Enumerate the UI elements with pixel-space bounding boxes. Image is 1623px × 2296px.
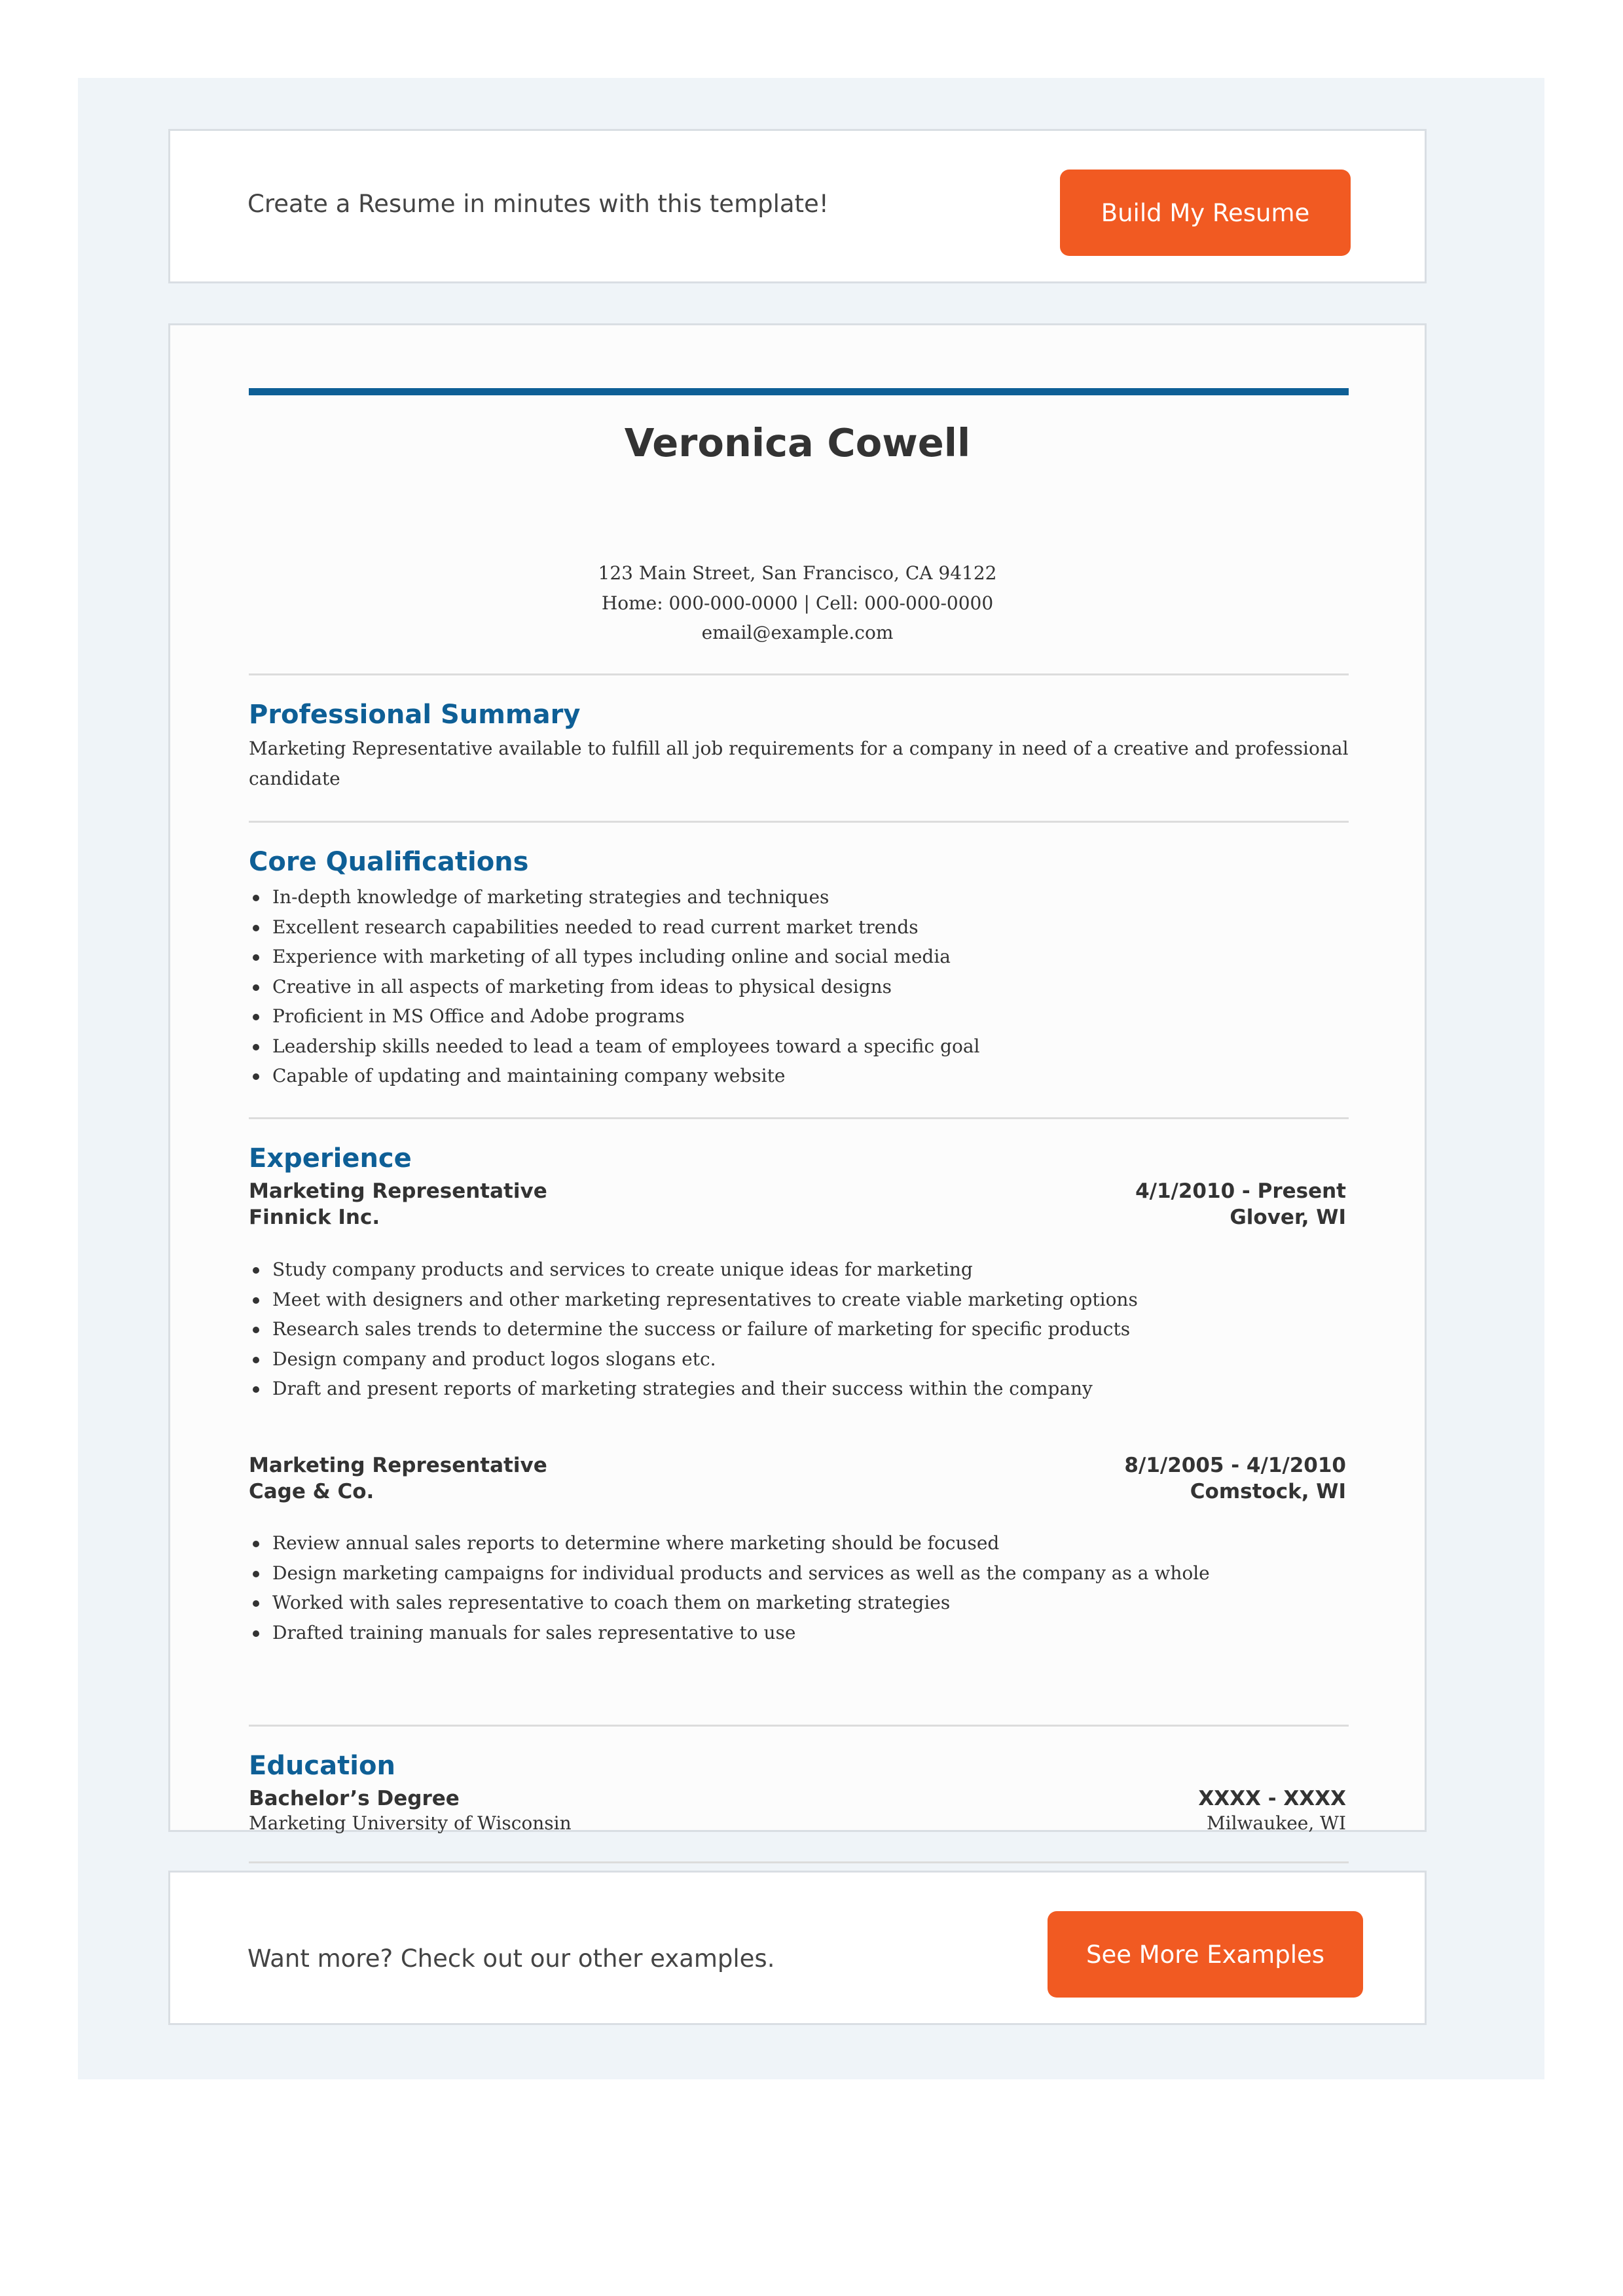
see-more-examples-button[interactable]: See More Examples xyxy=(1048,1911,1363,1998)
header-accent-bar xyxy=(249,388,1349,395)
list-item: Design company and product logos slogans etc. xyxy=(272,1344,1346,1374)
list-item: Leadership skills needed to lead a team of employees toward a specific goal xyxy=(272,1031,1346,1062)
banner-text: Create a Resume in minutes with this template! xyxy=(247,190,829,218)
job-duties-list xyxy=(249,1528,1346,1647)
job-company: Cage & Co. xyxy=(249,1480,374,1503)
page-background xyxy=(78,78,1544,2079)
job-title: Marketing Representative xyxy=(249,1454,547,1477)
address: 123 Main Street, San Francisco, CA 94122 xyxy=(598,562,997,584)
job-duties-list xyxy=(249,1255,1346,1404)
divider xyxy=(249,1861,1349,1863)
phone-numbers: Home: 000-000-0000 | Cell: 000-000-0000 xyxy=(601,592,994,614)
divider xyxy=(249,1725,1349,1727)
job-location: Glover, WI xyxy=(1230,1206,1346,1229)
top-banner xyxy=(168,129,1427,283)
job-company: Finnick Inc. xyxy=(249,1206,380,1229)
list-item: Research sales trends to determine the success or failure of marketing for specific products xyxy=(272,1314,1346,1344)
resume-document xyxy=(168,323,1427,1832)
email: email@example.com xyxy=(701,622,894,643)
summary-heading: Professional Summary xyxy=(249,700,581,730)
job-dates: 4/1/2010 - Present xyxy=(1135,1179,1346,1203)
job-location: Comstock, WI xyxy=(1190,1480,1346,1503)
education-location: Milwaukee, WI xyxy=(1206,1812,1346,1834)
list-item: Experience with marketing of all types including online and social media xyxy=(272,942,1346,972)
candidate-name: Veronica Cowell xyxy=(624,420,971,465)
build-my-resume-button[interactable]: Build My Resume xyxy=(1060,170,1351,256)
banner-text: Want more? Check out our other examples. xyxy=(247,1945,775,1973)
list-item: Draft and present reports of marketing strategies and their success within the company xyxy=(272,1374,1346,1404)
job-title: Marketing Representative xyxy=(249,1179,547,1203)
divider xyxy=(249,673,1349,675)
list-item: Excellent research capabilities needed to read current market trends xyxy=(272,912,1346,942)
divider xyxy=(249,1117,1349,1119)
list-item: In-depth knowledge of marketing strategies and techniques xyxy=(272,882,1346,912)
school: Marketing University of Wisconsin xyxy=(249,1812,572,1834)
list-item: Design marketing campaigns for individual products and services as well as the company as a whole xyxy=(272,1558,1346,1588)
divider xyxy=(249,821,1349,823)
list-item: Review annual sales reports to determine where marketing should be focused xyxy=(272,1528,1346,1558)
list-item: Meet with designers and other marketing representatives to create viable marketing options xyxy=(272,1285,1346,1315)
education-dates: XXXX - XXXX xyxy=(1198,1787,1346,1810)
experience-heading: Experience xyxy=(249,1143,412,1174)
qualifications-heading: Core Qualifications xyxy=(249,847,529,877)
list-item: Worked with sales representative to coach them on marketing strategies xyxy=(272,1588,1346,1618)
summary-text: Marketing Representative available to fulfill all job requirements for a company in need of a creative and professional candidate xyxy=(249,738,1349,789)
job-dates: 8/1/2005 - 4/1/2010 xyxy=(1124,1454,1346,1477)
education-heading: Education xyxy=(249,1751,395,1781)
bottom-banner xyxy=(168,1871,1427,2025)
list-item: Study company products and services to create unique ideas for marketing xyxy=(272,1255,1346,1285)
list-item: Capable of updating and maintaining company website xyxy=(272,1061,1346,1091)
qualifications-list xyxy=(249,882,1346,1091)
list-item: Proficient in MS Office and Adobe programs xyxy=(272,1001,1346,1031)
degree: Bachelor’s Degree xyxy=(249,1787,460,1810)
list-item: Drafted training manuals for sales representative to use xyxy=(272,1618,1346,1648)
list-item: Creative in all aspects of marketing from ideas to physical designs xyxy=(272,972,1346,1002)
